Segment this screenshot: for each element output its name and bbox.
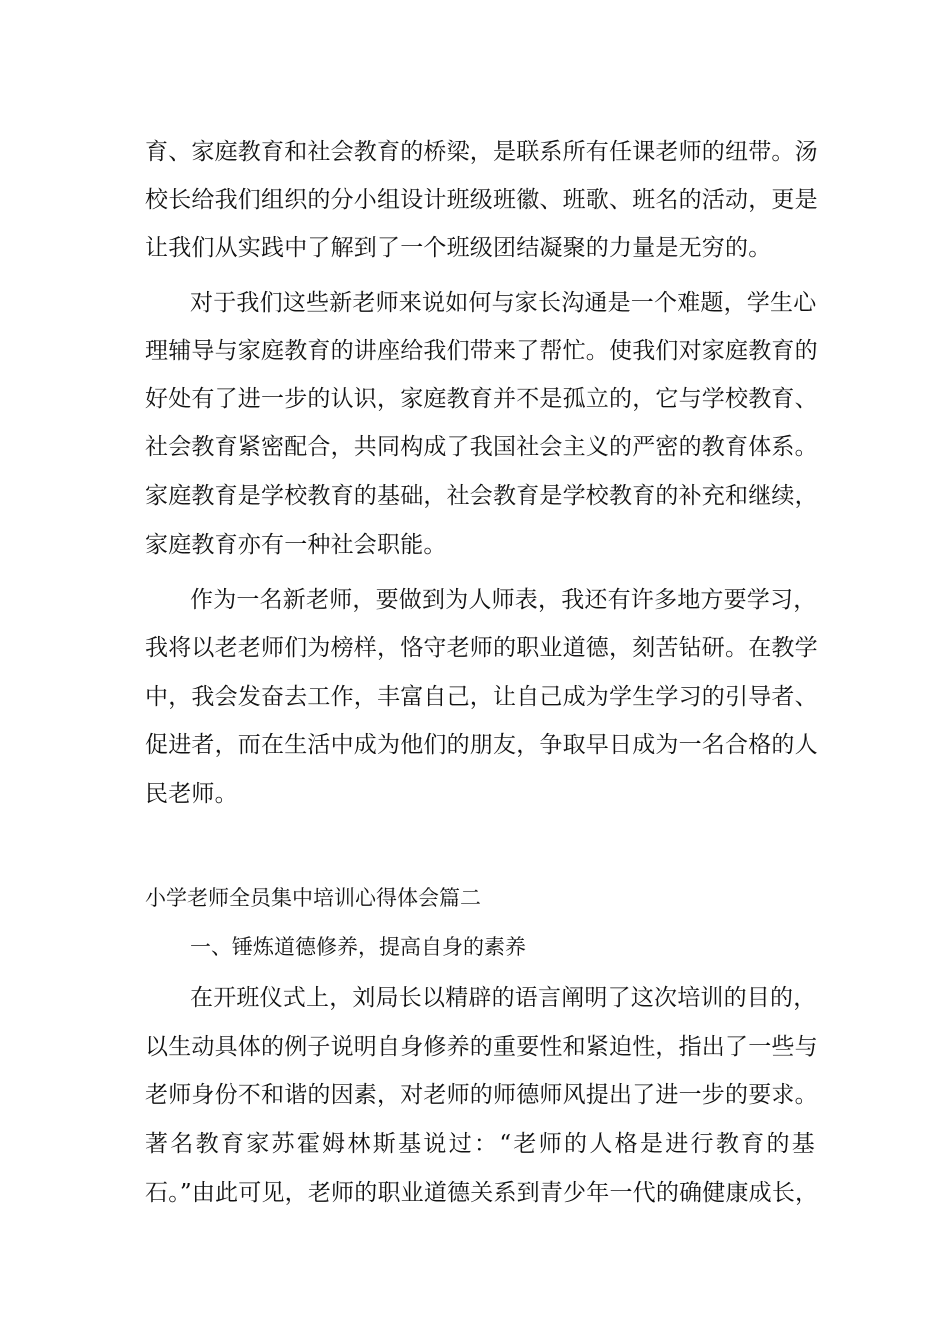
paragraph-2-line-3: 好处有了进一步的认识，家庭教育并不是孤立的，它与学校教育、 — [145, 386, 818, 412]
section-subheading: 一、锤炼道德修养，提高自身的素养 — [190, 935, 526, 959]
paragraph-1-line-2: 校长给我们组织的分小组设计班级班徽、班歌、班名的活动，更是 — [145, 187, 818, 213]
paragraph-3-line-2: 我将以老老师们为榜样，恪守老师的职业道德，刻苦钻研。在教学 — [145, 635, 818, 661]
paragraph-2-line-2: 理辅导与家庭教育的讲座给我们带来了帮忙。使我们对家庭教育的 — [145, 338, 818, 364]
paragraph-3-line-3: 中，我会发奋去工作，丰富自己，让自己成为学生学习的引导者、 — [145, 684, 818, 710]
paragraph-4-line-2: 以生动具体的例子说明自身修养的重要性和紧迫性，指出了一些与 — [145, 1034, 818, 1060]
paragraph-1-line-3: 让我们从实践中了解到了一个班级团结凝聚的力量是无穷的。 — [145, 235, 772, 261]
paragraph-4-line-4: 著名教育家苏霍姆林斯基说过：“老师的人格是进行教育的基 — [145, 1131, 815, 1157]
paragraph-4-line-3: 老师身份不和谐的因素，对老师的师德师风提出了进一步的要求。 — [145, 1082, 818, 1108]
paragraph-2-line-6: 家庭教育亦有一种社会职能。 — [145, 532, 447, 558]
paragraph-3-line-4: 促进者，而在生活中成为他们的朋友，争取早日成为一名合格的人 — [145, 732, 818, 758]
paragraph-3-line-5: 民老师。 — [145, 781, 238, 807]
paragraph-3-line-1: 作为一名新老师，要做到为人师表，我还有许多地方要学习， — [190, 587, 817, 613]
article-title: 小学老师全员集中培训心得体会篇二 — [145, 886, 481, 910]
paragraph-2-line-1: 对于我们这些新老师来说如何与家长沟通是一个难题，学生心 — [190, 290, 817, 316]
paragraph-4-line-5: 石。”由此可见，老师的职业道德关系到青少年一代的确健康成长， — [145, 1180, 819, 1206]
paragraph-2-line-5: 家庭教育是学校教育的基础，社会教育是学校教育的补充和继续， — [145, 483, 818, 509]
paragraph-1-line-1: 育、家庭教育和社会教育的桥梁，是联系所有任课老师的纽带。汤 — [145, 139, 818, 165]
paragraph-2-line-4: 社会教育紧密配合，共同构成了我国社会主义的严密的教育体系。 — [145, 434, 818, 460]
paragraph-4-line-1: 在开班仪式上，刘局长以精辟的语言阐明了这次培训的目的， — [190, 985, 817, 1011]
